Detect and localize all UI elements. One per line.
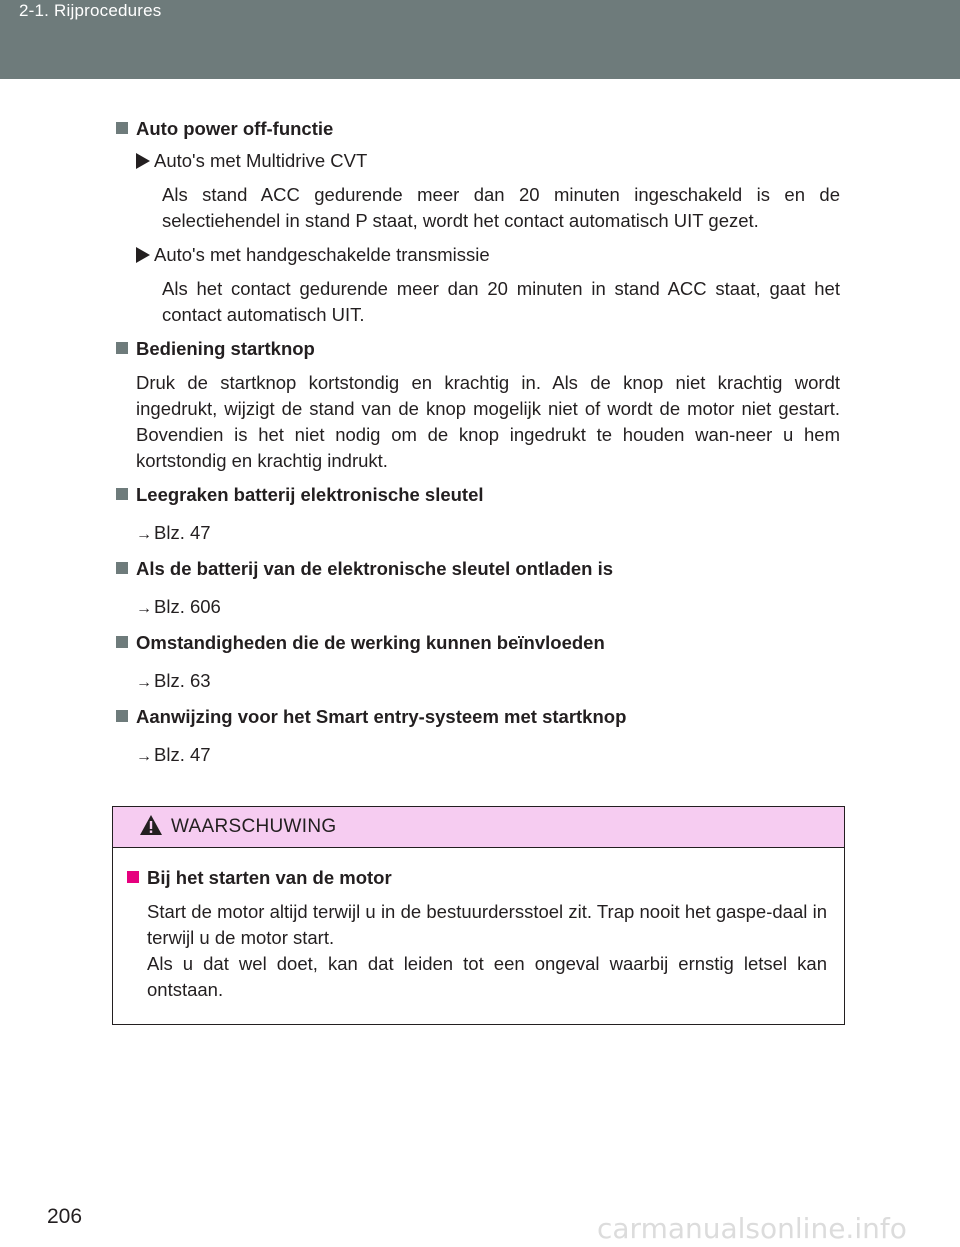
bullet-square-icon [127,871,139,883]
section-heading: Leegraken batterij elektronische sleutel [116,482,840,508]
bullet-square-icon [116,562,128,574]
main-content [116,116,840,770]
triangle-bullet-icon [136,247,150,263]
warning-header [113,807,844,848]
page-reference: → Blz. 47 [136,522,211,543]
section-heading: Omstandigheden die de werking kunnen beïnvloeden [116,630,840,656]
triangle-bullet-icon [136,153,150,169]
warning-text: Als u dat wel doet, kan dat leiden tot een ongeval waarbij ernstig letsel kan ontstaan. [147,953,827,1000]
arrow-icon: → [136,674,152,691]
bullet-square-icon [116,342,128,354]
sub-label: Auto's met handgeschakelde transmissie [116,242,840,268]
section-heading: Aanwijzing voor het Smart entry-systeem met startknop [116,704,840,730]
page-header [0,0,960,79]
sub-label: Auto's met Multidrive CVT [116,148,840,174]
warning-title: WAARSCHUWING [171,816,337,837]
bullet-square-icon [116,488,128,500]
bullet-square-icon [116,636,128,648]
sub-paragraph: Als het contact gedurende meer dan 20 minuten in stand ACC staat, gaat het contact automatisch UIT. [162,278,840,325]
warning-body [127,865,827,1003]
warning-box [112,806,845,1025]
sub-paragraph: Als stand ACC gedurende meer dan 20 minuten ingeschakeld is en de selectiehendel in stand P staat, wordt het contact automatisch UIT gezet. [162,184,840,231]
page-reference: → Blz. 606 [136,596,221,617]
arrow-icon: → [136,526,152,543]
warning-triangle-icon [139,814,163,836]
section-heading: Als de batterij van de elektronische sleutel ontladen is [116,556,840,582]
section-heading: Bediening startknop [116,336,840,362]
warning-heading: Bij het starten van de motor [127,865,827,891]
bullet-square-icon [116,122,128,134]
watermark: carmanualsonline.info [597,1212,907,1245]
page-number: 206 [47,1205,83,1228]
paragraph: Druk de startknop kortstondig en krachtig in. Als de knop niet krachtig wordt ingedrukt, wijzigt de stand van de knop mogelijk niet of wordt de motor niet gestart. Bovendien is het niet nodig om de knop ingedrukt te houden wan-neer u hem kortstondig en krachtig indrukt. [136,372,840,471]
section-heading: Auto power off-functie [116,116,840,142]
page-reference: → Blz. 63 [136,670,211,691]
arrow-icon: → [136,748,152,765]
arrow-icon: → [136,600,152,617]
bullet-square-icon [116,710,128,722]
warning-text: Start de motor altijd terwijl u in de bestuurdersstoel zit. Trap nooit het gaspe-daal in terwijl u de motor start. [147,901,827,948]
page-reference: → Blz. 47 [136,744,211,765]
section-title: 2-1. Rijprocedures [19,1,162,20]
